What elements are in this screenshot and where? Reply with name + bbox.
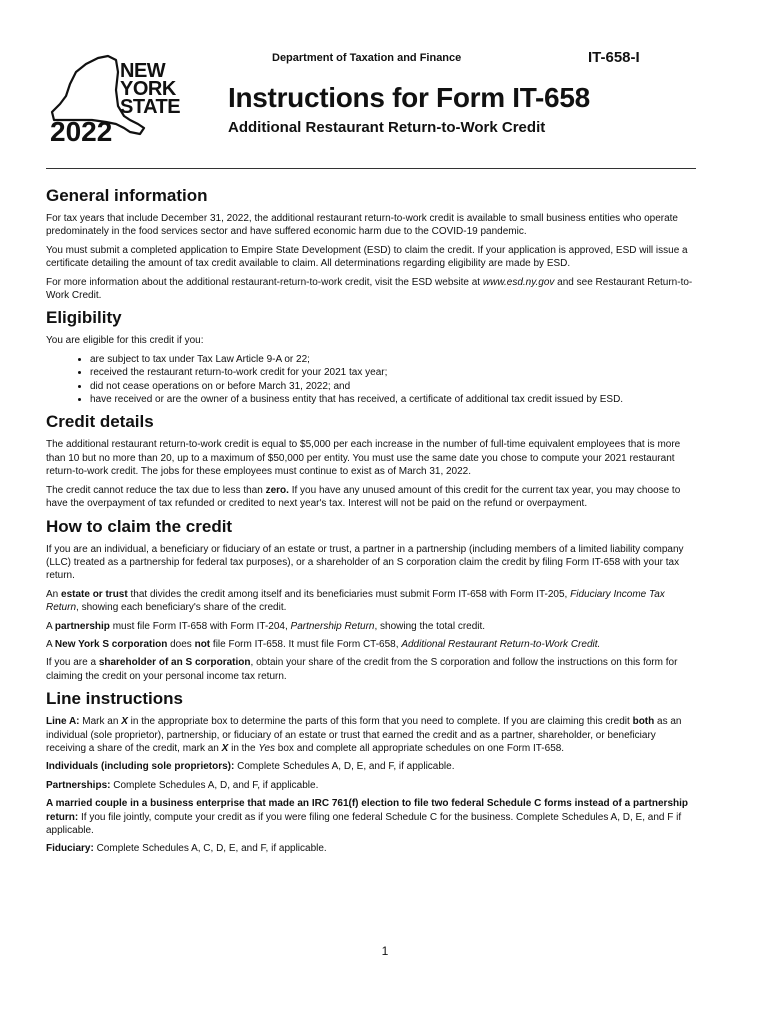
logo-year: 2022	[50, 116, 113, 147]
section-heading: Credit details	[46, 412, 154, 432]
paragraph: You are eligible for this credit if you:	[46, 335, 204, 347]
header-divider	[46, 168, 696, 169]
italic-text: Fiduciary Income Tax Return	[46, 588, 665, 614]
text: The credit cannot reduce the tax due to less than	[46, 484, 266, 496]
bold-text: both	[632, 716, 655, 728]
section-heading: Eligibility	[46, 308, 122, 328]
text: does	[167, 638, 195, 650]
paragraph	[46, 588, 698, 615]
page-title: Instructions for Form IT-658	[228, 82, 590, 113]
text: Complete Schedules A, D, E, and F, if applicable.	[234, 761, 455, 773]
bold-text: not	[194, 638, 211, 650]
text: file Form IT-658. It must file Form CT-658,	[210, 638, 402, 650]
paragraph	[46, 779, 698, 792]
nys-logo	[46, 50, 196, 150]
section-heading: General information	[46, 186, 208, 205]
logo-text-line-2: YORK	[120, 78, 176, 100]
section-line-instructions	[46, 689, 698, 856]
bold-text: Individuals (including sole proprietors):	[46, 761, 235, 773]
bold-text: Fiduciary:	[46, 843, 94, 855]
bold-italic-text: X	[121, 716, 128, 728]
bold-text: partnership	[54, 620, 110, 632]
bold-text: A married couple in a business enterprise that made an IRC 761(f) election to file two federal Schedule C forms instead of a partnership return:	[46, 798, 689, 823]
paragraph: If you are an individual, a beneficiary or fiduciary of an estate or trust, a partner in a partnership (including members of a limited liability company (LLC) treated as a partnership for federal tax purposes), or a shareholder of an S corporation claim the credit by filing Form IT-658 with your tax return.	[46, 543, 684, 582]
paragraph: The additional restaurant return-to-work credit is equal to $5,000 per each increase in the number of full-time equivalent employees that is more than 10 but no more than 20, up to a maximum of $50,000 per entity. You must use the same date you chose to compute your 2021 restaurant return-to-work credit. The jobs for these employees must continue to exist as of March 31, 2022.	[46, 439, 681, 478]
bold-text: Line A:	[46, 716, 80, 728]
italic-text: Yes	[258, 742, 276, 754]
page-subtitle: Additional Restaurant Return-to-Work Credit	[228, 119, 546, 136]
text: box and complete all appropriate schedules on one Form IT-658.	[275, 742, 565, 754]
italic-text: Partnership Return	[290, 620, 375, 632]
text: Complete Schedules A, D, and F, if applicable.	[110, 779, 319, 791]
list-item: • have received or are the owner of a business entity that has received, a certificate of additional tax credit issued by ESD.	[90, 393, 698, 406]
list-item: • received the restaurant return-to-work credit for your 2021 tax year;	[90, 366, 698, 379]
form-number: IT-658-I	[588, 49, 640, 66]
paragraph	[46, 797, 698, 837]
text: that divides the credit among itself and its beneficiaries must submit Form IT-658 with Form IT-205,	[127, 588, 571, 600]
department-name: Department of Taxation and Finance	[272, 52, 462, 64]
bold-text: Partnerships:	[46, 779, 111, 791]
paragraph	[46, 715, 698, 755]
text: , showing each beneficiary's share of the credit.	[76, 602, 287, 614]
text: For more information about the additional restaurant-return-to-work credit, visit the ESD website at	[46, 276, 483, 288]
paragraph	[46, 620, 698, 633]
text: as an individual (sole proprietor), partnership, or fiduciary of an estate or trust that earned the credit and as a partner, shareholder, or beneficiary receiving a share of the credit, mark an	[46, 716, 682, 754]
section-heading: How to claim the credit	[46, 516, 233, 536]
text: An	[46, 588, 62, 600]
text: Mark an	[79, 716, 122, 728]
section-how-to-claim	[46, 517, 698, 684]
paragraph	[46, 842, 698, 855]
paragraph: You must submit a completed application to Empire State Development (ESD) to claim the credit. If your application is approved, ESD will issue a certificate detailing the amount of tax credit available to claim. All determinations regarding eligibility are made by ESD.	[46, 244, 688, 270]
bold-text: zero.	[265, 484, 289, 496]
text: , obtain your share of the credit from the S corporation and follow the instructions on this form for claiming the credit on your personal income tax return.	[46, 657, 678, 682]
paragraph	[46, 638, 698, 651]
section-eligibility	[46, 308, 698, 406]
eligibility-list	[46, 353, 698, 407]
bold-text: shareholder of an S corporation	[98, 657, 251, 669]
text: If you are a	[46, 657, 99, 669]
paragraph	[46, 760, 698, 773]
section-general-information	[46, 186, 698, 302]
text: Complete Schedules A, C, D, E, and F, if applicable.	[93, 843, 327, 855]
paragraph	[46, 276, 698, 303]
text: If you have any unused amount of this credit for the current tax year, you may choose to have the overpayment of tax refunded or credited to next year's tax. Interest will not be paid on the refund or overpayment.	[46, 484, 681, 510]
italic-text: Additional Restaurant Return-to-Work Credit.	[401, 638, 601, 650]
bold-text: New York S corporation	[54, 638, 168, 650]
bold-text: estate or trust	[61, 588, 128, 600]
paragraph	[46, 656, 698, 683]
document-body	[46, 186, 698, 861]
text: in the	[228, 742, 259, 754]
logo-text-line-1: NEW	[120, 60, 166, 82]
bold-italic-text: X	[221, 742, 229, 754]
list-item: • are subject to tax under Tax Law Article 9-A or 22;	[90, 353, 698, 366]
logo-text-line-3: STATE	[120, 96, 181, 118]
text: must file Form IT-658 with Form IT-204,	[109, 620, 291, 632]
list-item: • did not cease operations on or before March 31, 2022; and	[90, 380, 698, 393]
text: , showing the total credit.	[374, 620, 486, 632]
esd-website-link[interactable]: www.esd.ny.gov	[482, 276, 555, 288]
text: A	[46, 620, 55, 632]
paragraph	[46, 484, 698, 511]
section-heading: Line instructions	[46, 689, 183, 709]
text: If you file jointly, compute your credit as if you were filing one federal Schedule C for the business. Complete Schedules A, D, E, and F if applicable.	[46, 811, 682, 836]
section-credit-details	[46, 412, 698, 510]
text: in the appropriate box to determine the parts of this form that you need to complete. If you are claiming this credit	[127, 716, 633, 728]
paragraph: For tax years that include December 31, 2022, the additional restaurant return-to-work credit is available to small business entities who operate predominately in the food services sector and have suffered economic harm due to the COVID-19 pandemic.	[46, 213, 678, 238]
text: A	[46, 638, 55, 650]
page-number: 1	[381, 944, 389, 958]
text: and see Restaurant Return-to-Work Credit.	[46, 276, 693, 302]
